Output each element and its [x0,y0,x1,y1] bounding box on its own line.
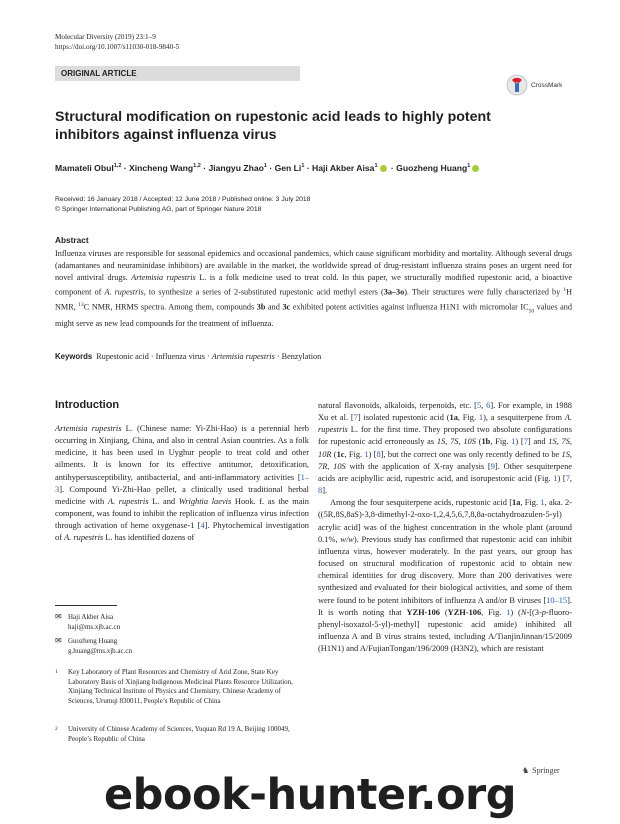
orcid-icon[interactable] [380,165,387,172]
abstract-heading: Abstract [55,235,89,245]
author-name[interactable]: Gen Li [274,162,302,173]
body-column-left [55,423,309,545]
paragraph: Among the four sesquiterpene acids, rupestonic acid [1a, Fig. 1, aka. 2-((5R,8S,8aS)-3,8-dimethyl-2-oxo-1,2,4,5,6,7,8,8a-octahydroazulen-5-yl) acrylic acid] was of the highest concentration in the whole plant (around 0.1%, w/w). Previous study has confirmed that rupestonic acid can inhibit influenza virus, however moderately. In the past years, our group has focused on structural modification of rupestonic acid to obtain new chemical identities for drug discovery. More than 200 derivatives were synthesized and evaluated for their biological activities, and some of them were found to be potent inhibitors of influenza A and/or B viruses [10–15]. It is worth noting that YZH-106 (YZH-106, Fig. 1) (N-[(3-p-fluoro-phenyl-isoxazol-5-yl)-methyl] rupestonic acid amide) inhibited all influenza A and B virus strains tested, including A/TianjinJinnan/15/2009 (H1N1) and A/FujianTongan/196/2009 (H3N2), which are resistant [318,498,573,654]
section-heading-introduction: Introduction [55,399,120,411]
springer-horse-icon: ♞ [522,766,530,775]
figure-link[interactable]: 1 [506,607,511,617]
footnote-divider [55,605,117,606]
author-name[interactable]: Haji Akber Aisa [312,162,375,173]
citation-link[interactable]: 5 [476,401,482,410]
corresponding-name: Guozheng Huang [68,637,118,645]
author-affiliation: 1 [263,163,267,169]
figure-link[interactable]: 1 [478,413,484,423]
author-list: Mamateli Obul$^{1,2}$ · Xincheng Wang$^{1,2}$ · Jiangyu Zhao$^1$ · Gen $Li^1$ · Haji Akber Aisa$^1$ · Guozheng Huang$^1$ [55,160,575,174]
citation-link[interactable]: 7 [523,437,528,447]
journal-header [55,32,179,52]
publisher-name: Springer [532,766,560,775]
journal-citation: Molecular Diversity (2019) 23:1–9 [55,33,156,41]
affiliation-1: 1 Key Laboratory of Plant Resources and Chemistry of Arid Zone, State Key Laboratory Basis of Xinjiang Indigenous Medicinal Plants Resource Utilization, Xinjiang Technical Institute of Physics and Chemistry, Chinese Academy of Sciences, Urumqi 830011, People’s Republic of China [55,668,293,705]
watermark: ebook-hunter.org [104,770,516,820]
envelope-icon: ✉ [55,636,62,645]
corresponding-name: Haji Akber Aisa [68,613,114,621]
citation-link[interactable]: 7 [353,413,358,423]
figure-link[interactable]: 1 [540,498,545,508]
figure-link[interactable]: 1 [364,449,369,459]
crossmark-badge[interactable] [506,73,576,97]
article-type-banner: ORIGINAL ARTICLE [55,66,300,81]
author-name[interactable]: Jiangyu Zhao [208,162,264,173]
figure-link[interactable]: 1 [553,473,558,483]
citation-link[interactable]: 8 [376,449,381,459]
citation-link[interactable]: 1–3 [55,472,309,494]
paragraph: natural flavonoids, alkaloids, terpenoids, etc. [5, 6]. For example, in 1988 Xu et al. [7] isolated rupestonic acid (1a, Fig. 1), a sesquiterpene from A. rupestris L. for the first time. They proposed two absolute configurations for rupestonic acid erroneously as 1S, 7S, 10S (1b, Fig. 1) [7] and 1S, 7S, 10R (1c, Fig. 1) [8], but the correct one was only recently defined to be 1S, 7R, 10S with the application of X-ray analysis [9]. Other sesquiterpene acids are aciphyllic acid, rupestric acid, and isorupestonic acid (Fig. 1) [7, 8]. [318,401,572,496]
figure-link[interactable]: 1 [511,437,516,447]
corresponding-author-2 [55,636,295,656]
author-name[interactable]: Mamateli Obul [55,162,114,173]
author-name[interactable]: Xincheng Wang [129,162,194,173]
history-dates: Received: 16 January 2018 / Accepted: 12 June 2018 / Published online: 3 July 2018 [55,196,311,203]
abstract-text: Influenza viruses are responsible for seasonal epidemics and occasional pandemics, which cause significant morbidity and mortality. Although several drugs (adamantanes and neuraminidase inhibitors) are available in the market, the worldwide spread of drug-resistant influenza strains poses an urgent need for novel antiviral drugs. Artemisia rupestris L. is a folk medicine used to treat cold. In this paper, we structurally modified rupestonic acid, a bioactive component of A. rupestris, to synthesize a series of 2-substituted rupestonic acid methyl esters (3a–3o). Their structures were fully characterized by $^1$H NMR, $^{13}$C NMR, HRMS spectra. Among them, compounds 3b and 3c exhibited potent activities against influenza H1N1 with micromolar $IC_{50}$ values and might serve as new lead compounds for the treatment of influenza. [55,249,573,328]
article-title: Structural modification on rupestonic acid leads to highly potent inhibitors against influenza virus [55,109,491,143]
author-affiliation: 1 [374,163,378,169]
author-affiliation: 1,2 [113,163,122,169]
citation-link[interactable]: 9 [490,461,495,471]
keywords-label: Keywords [55,352,93,361]
corresponding-author-1 [55,612,295,632]
citation-link[interactable]: 6 [486,401,491,410]
affiliation-2: 2 University of Chinese Academy of Sciences, Yuquan Rd 19 A, Beijing 100049, People’s Republic of China [55,725,290,743]
citation-link[interactable]: 7 [565,473,570,483]
author-affiliation: 1,2 [193,163,201,169]
corresponding-email[interactable]: g.huang@ms.xjb.ac.cn [68,646,132,655]
body-column-right [318,400,572,655]
author-name[interactable]: Guozheng Huang [396,162,468,173]
crossmark-icon [506,74,528,96]
paragraph: Artemisia rupestris L. (Chinese name: Yi-Zhi-Hao) is a perennial herb occurring in Xinjiang, China, and also in central Asian countries. As a folk medicine, it has been used in Uyghur people to treat cold and other ailments. It is known for its effective antitumor, detoxification, antihypersusceptibility, antibacterial, and anti-inflammatory activities [1–3]. Compound Yi-Zhi-Hao pellet, a clinically used traditional herbal medicine with A. rupestris L. and Wrightia laevis Hook. f. as the main component, was found to inhibit the replication of influenza virus infection through activation of heme oxygenase-1 [4]. Phytochemical investigation of A. rupestris L. has identified dozens of [55,424,309,543]
orcid-icon[interactable] [472,165,479,172]
author-affiliation: 1 [467,163,471,169]
corresponding-email[interactable]: haji@ms.xjb.ac.cn [68,622,121,631]
citation-link[interactable]: 10–15 [546,595,568,605]
citation-link[interactable]: 8 [318,486,323,496]
copyright-line: © Springer International Publishing AG, part of Springer Nature 2018 [55,206,262,213]
crossmark-label: CrossMark [531,81,563,89]
doi-link[interactable]: https://doi.org/10.1007/s11030-018-9840-5 [55,43,180,51]
keywords: Keywords Rupestonic acid · Influenza virus · Artemisia rupestris · Benzylation [55,352,322,361]
author-affiliation: 1 [301,163,305,169]
publication-dates [55,195,310,215]
citation-link[interactable]: 4 [200,521,205,531]
envelope-icon: ✉ [55,612,62,621]
